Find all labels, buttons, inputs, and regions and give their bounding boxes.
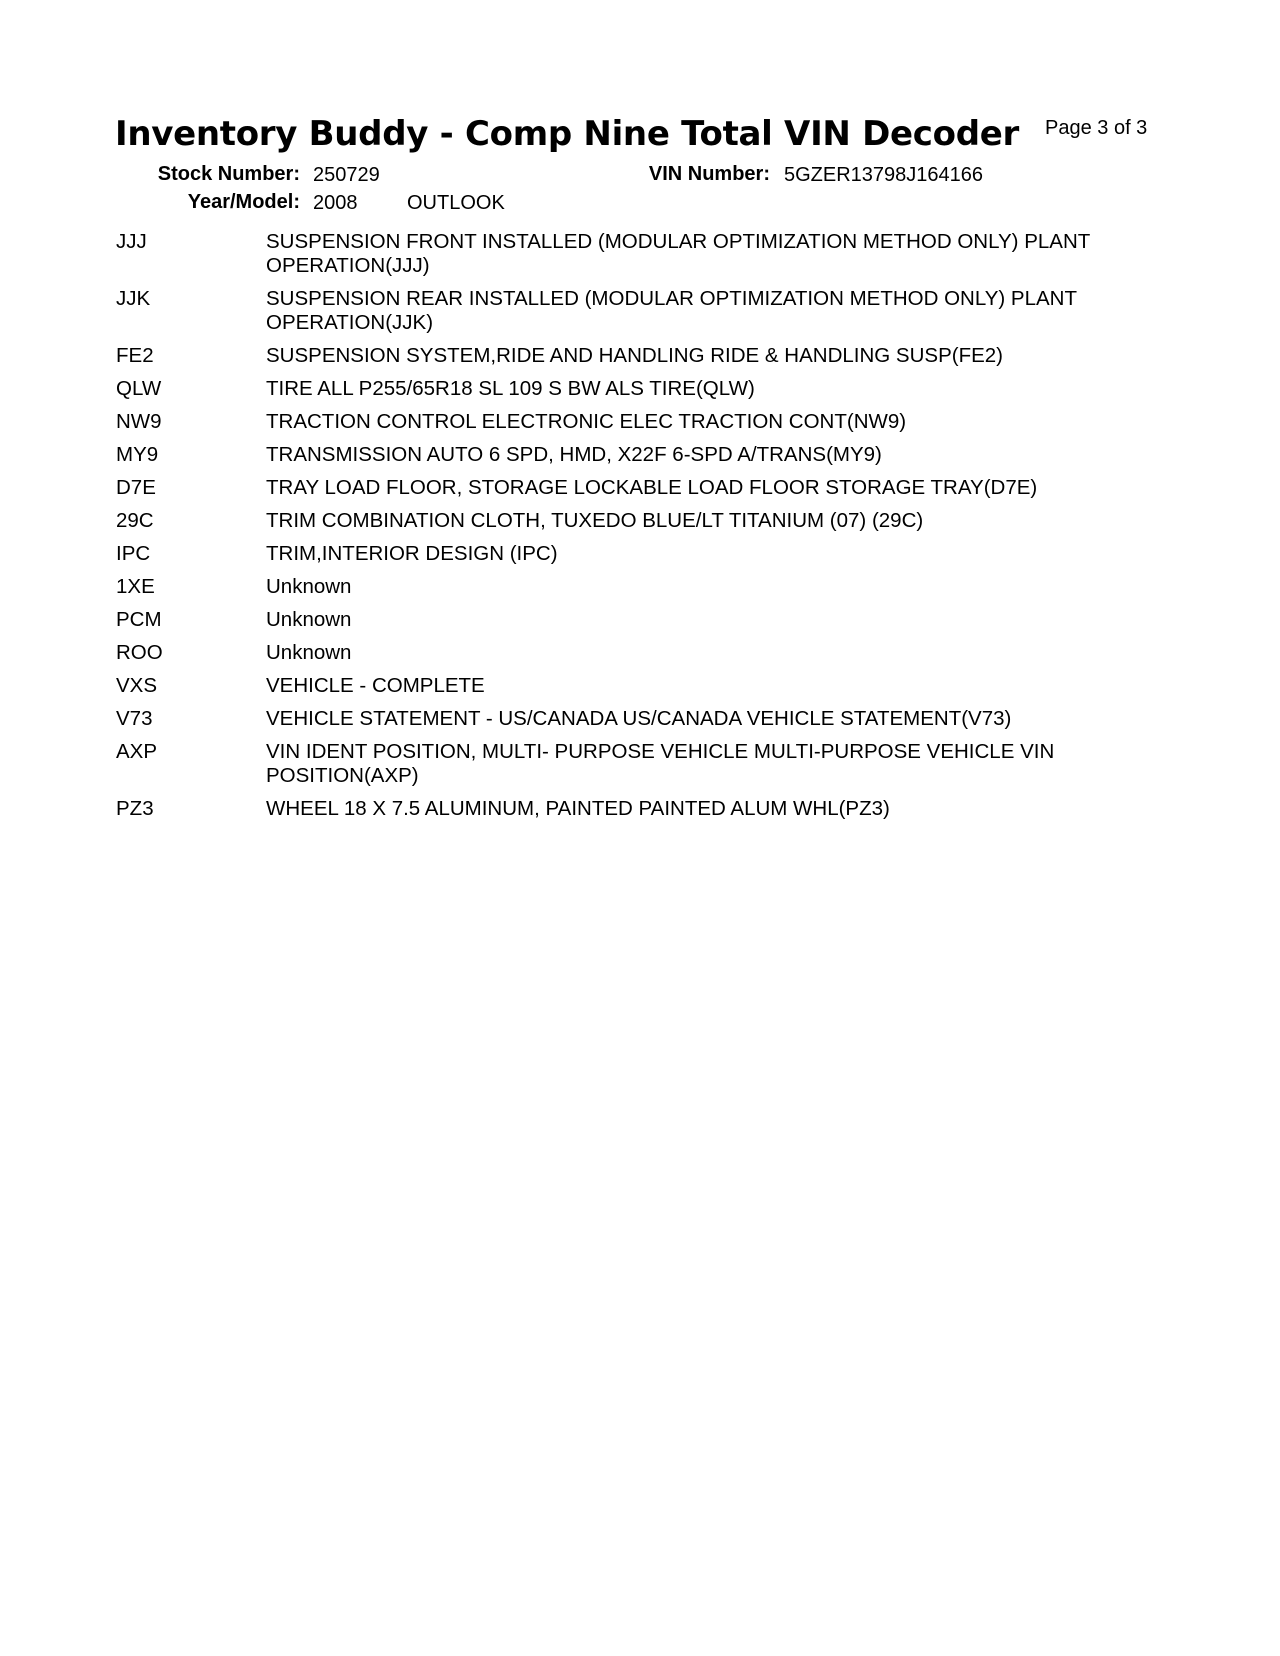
year-model-label: Year/Model: [187,191,300,213]
option-code: AXP [116,740,158,763]
option-code: PZ3 [116,797,154,820]
option-row [116,509,1166,533]
option-code: VXS [116,674,158,697]
option-description: Unknown [266,575,352,598]
vin-number-label: VIN Number: [648,163,770,185]
page-number: Page 3 of 3 [1045,117,1148,139]
option-description: TIRE ALL P255/65R18 SL 109 S BW ALS TIRE(QLW) [266,377,755,400]
option-description: TRIM,INTERIOR DESIGN (IPC) [266,542,558,565]
option-description: WHEEL 18 X 7.5 ALUMINUM, PAINTED PAINTED ALUM WHL(PZ3) [266,797,890,820]
option-row [116,287,1166,335]
option-code: JJK [116,287,151,310]
option-code: JJJ [116,230,147,253]
document-title: Inventory Buddy - Comp Nine Total VIN Decoder [115,114,1019,154]
option-row [116,674,1166,698]
option-code: 29C [116,509,154,532]
option-code: ROO [116,641,163,664]
option-code: D7E [116,476,156,499]
option-description: TRANSMISSION AUTO 6 SPD, HMD, X22F 6-SPD A/TRANS(MY9) [266,443,882,466]
option-row [116,575,1166,599]
vin-number-value: 5GZER13798J164166 [784,164,984,186]
option-row [116,641,1166,665]
year-value: 2008 [313,192,358,214]
option-row [116,344,1166,368]
stock-number-label: Stock Number: [157,163,300,185]
option-row [116,476,1166,500]
option-row [116,443,1166,467]
option-code-list [116,230,1166,830]
option-code: IPC [116,542,151,565]
option-description: TRACTION CONTROL ELECTRONIC ELEC TRACTION CONT(NW9) [266,410,907,433]
option-description: VEHICLE STATEMENT - US/CANADA US/CANADA VEHICLE STATEMENT(V73) [266,707,1012,730]
option-code: V73 [116,707,153,730]
option-row [116,797,1166,821]
option-description: SUSPENSION FRONT INSTALLED (MODULAR OPTIMIZATION METHOD ONLY) PLANT OPERATION(JJJ) [266,230,1090,277]
option-row [116,608,1166,632]
option-description: SUSPENSION REAR INSTALLED (MODULAR OPTIMIZATION METHOD ONLY) PLANT OPERATION(JJK) [266,287,1077,334]
option-row [116,377,1166,401]
option-code: PCM [116,608,162,631]
option-row [116,410,1166,434]
option-row [116,542,1166,566]
option-description: VEHICLE - COMPLETE [266,674,485,697]
option-row [116,707,1166,731]
option-description: SUSPENSION SYSTEM,RIDE AND HANDLING RIDE & HANDLING SUSP(FE2) [266,344,1003,367]
option-description: TRAY LOAD FLOOR, STORAGE LOCKABLE LOAD FLOOR STORAGE TRAY(D7E) [266,476,1038,499]
option-row [116,740,1166,788]
option-description: VIN IDENT POSITION, MULTI- PURPOSE VEHICLE MULTI-PURPOSE VEHICLE VIN POSITION(AXP) [266,740,1055,787]
model-value: OUTLOOK [407,192,505,214]
option-row [116,230,1166,278]
option-description: TRIM COMBINATION CLOTH, TUXEDO BLUE/LT TITANIUM (07) (29C) [266,509,924,532]
option-code: 1XE [116,575,155,598]
option-description: Unknown [266,608,352,631]
stock-number-value: 250729 [313,164,380,186]
option-description: Unknown [266,641,352,664]
option-code: NW9 [116,410,162,433]
option-code: QLW [116,377,162,400]
option-code: FE2 [116,344,154,367]
option-code: MY9 [116,443,159,466]
